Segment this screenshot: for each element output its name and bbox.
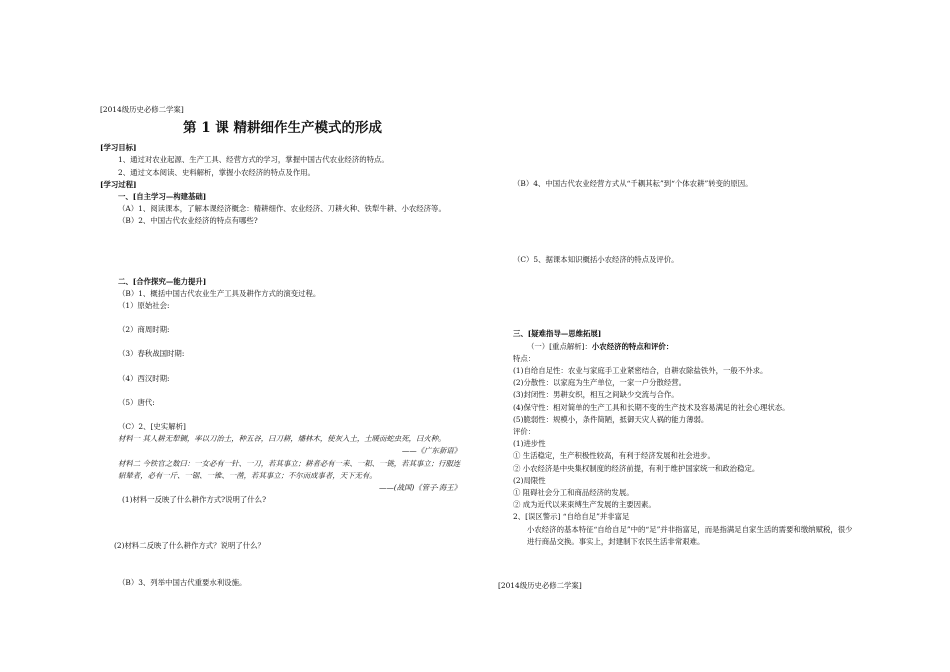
right-q4: （B）4、中国古代农业经营方式从“千耦其耘”到“个体农耕”转变的原因。 — [513, 179, 753, 188]
material-two: 材料二 今铁官之数曰：一女必有一针、一刀，若其事立；耕者必有一耒、一耜、一铫，若其事立；行服连轺辇者，必有一斤、一锯、一锥、一凿，若其事立；不尔而成事者，天下无有。 — [118, 458, 461, 480]
period-line: （4）西汉时期: — [118, 373, 170, 383]
goal-item: 1、通过对农业起源、生产工具、经营方式的学习，掌握中国古代农业经济的特点。 — [118, 155, 389, 165]
warning-text: 小农经济的基本特征“自给自足”中的“足”并非指富足，而是指满足自家生活的需要和缴纳赋税，很少进行商品交换。事实上，封建制下农民生活非常艰难。 — [527, 524, 853, 546]
material-one: 材料一 其人耕无犁铡，率以刀治土，种五谷，曰刀耕，燔林木，使灰入土，土暖而蛇虫死，曰火种。 — [118, 434, 446, 444]
section3-heading: 三、[疑难指导—思维拓展] — [513, 329, 602, 339]
page-header: [2014级历史必修二学案] — [100, 105, 184, 114]
section2-q1: （B）1、概括中国古代农业生产工具及耕作方式的演变过程。 — [118, 288, 321, 298]
section2-q3: （B）3、列举中国古代重要水利设施。 — [118, 577, 247, 587]
left-column — [100, 104, 465, 589]
period-line: （1）原始社会: — [118, 301, 170, 311]
material-question-2: (2)材料二反映了什么耕作方式？说明了什么？ — [114, 541, 265, 551]
limit-item: ① 阻碍社会分工和商品经济的发展。 — [513, 488, 634, 498]
feature-item: (2)分散性：以家庭为生产单位，一家一户分散经营。 — [513, 378, 687, 388]
process-heading: [学习过程] — [100, 179, 137, 189]
limit-item: ② 成为近代以来束缚生产发展的主要因素。 — [513, 500, 656, 510]
section2-q2: （C）2、[史实解析] — [118, 422, 186, 432]
key-analysis-line — [513, 341, 858, 353]
right-q5: （C）5、据课本知识概括小农经济的特点及评价。 — [513, 255, 679, 265]
warning-title: 2、[误区警示] “自给自足”并非富足 — [513, 512, 630, 522]
period-line: （3）春秋战国时期: — [118, 349, 185, 359]
limit-label: (2)局限性 — [513, 475, 546, 485]
goals-heading: [学习目标] — [100, 143, 137, 153]
section1-q1: （A）1、阅读课本，了解本课经济概念：精耕细作、农业经济、刀耕火种、铁犁牛耕、小农经济等。 — [118, 204, 446, 214]
feature-item: (4)保守性：相对简单的生产工具和长期不变的生产技术及容易满足的社会心理状态。 — [513, 402, 790, 412]
evaluation-label: 评价： — [513, 427, 536, 437]
feature-item: (3)封闭性：男耕女织，相互之间缺少交流与合作。 — [513, 390, 679, 400]
period-line: （5）唐代: — [118, 397, 155, 407]
feature-item: (5)脆弱性：规模小，条件简陋，抵御天灾人祸的能力薄弱。 — [513, 414, 709, 424]
right-column — [513, 178, 858, 548]
material-question-1: (1)材料一反映了什么耕作方式?说明了什么? — [122, 495, 267, 505]
material-two-source: ——(战国)《管子·海王》 — [378, 483, 461, 493]
section1-q2: （B）2、中国古代农业经济的特点有哪些? — [118, 216, 258, 226]
period-line: （2）商周时期: — [118, 325, 170, 335]
key-analysis-title: 小农经济的特点和评价： — [591, 341, 674, 351]
feature-item: (1)自给自足性：农业与家庭手工业紧密结合，自耕农除盐铁外，一般不外求。 — [513, 366, 768, 376]
goal-item: 2、通过文本阅读、史料解析，掌握小农经济的特点及作用。 — [118, 167, 315, 177]
section1-heading: 一、[自主学习—构建基础] — [118, 192, 207, 202]
page-footer: [2014级历史必修二学案] — [498, 581, 582, 590]
features-label: 特点： — [513, 353, 536, 363]
section2-heading: 二、[合作探究—能力提升] — [118, 276, 207, 286]
key-analysis-label: （一）[重点解析]： — [527, 341, 592, 351]
material-one-source: ——《广东新语》 — [401, 446, 461, 456]
page-title: 第 1 课 精耕细作生产模式的形成 — [183, 120, 382, 137]
progress-item: ② 小农经济是中央集权制度的经济前提，有利于维护国家统一和政治稳定。 — [513, 463, 760, 473]
progress-item: ① 生活稳定，生产积极性较高，有利于经济发展和社会进步。 — [513, 451, 715, 461]
progress-label: (1)进步性 — [513, 439, 546, 449]
